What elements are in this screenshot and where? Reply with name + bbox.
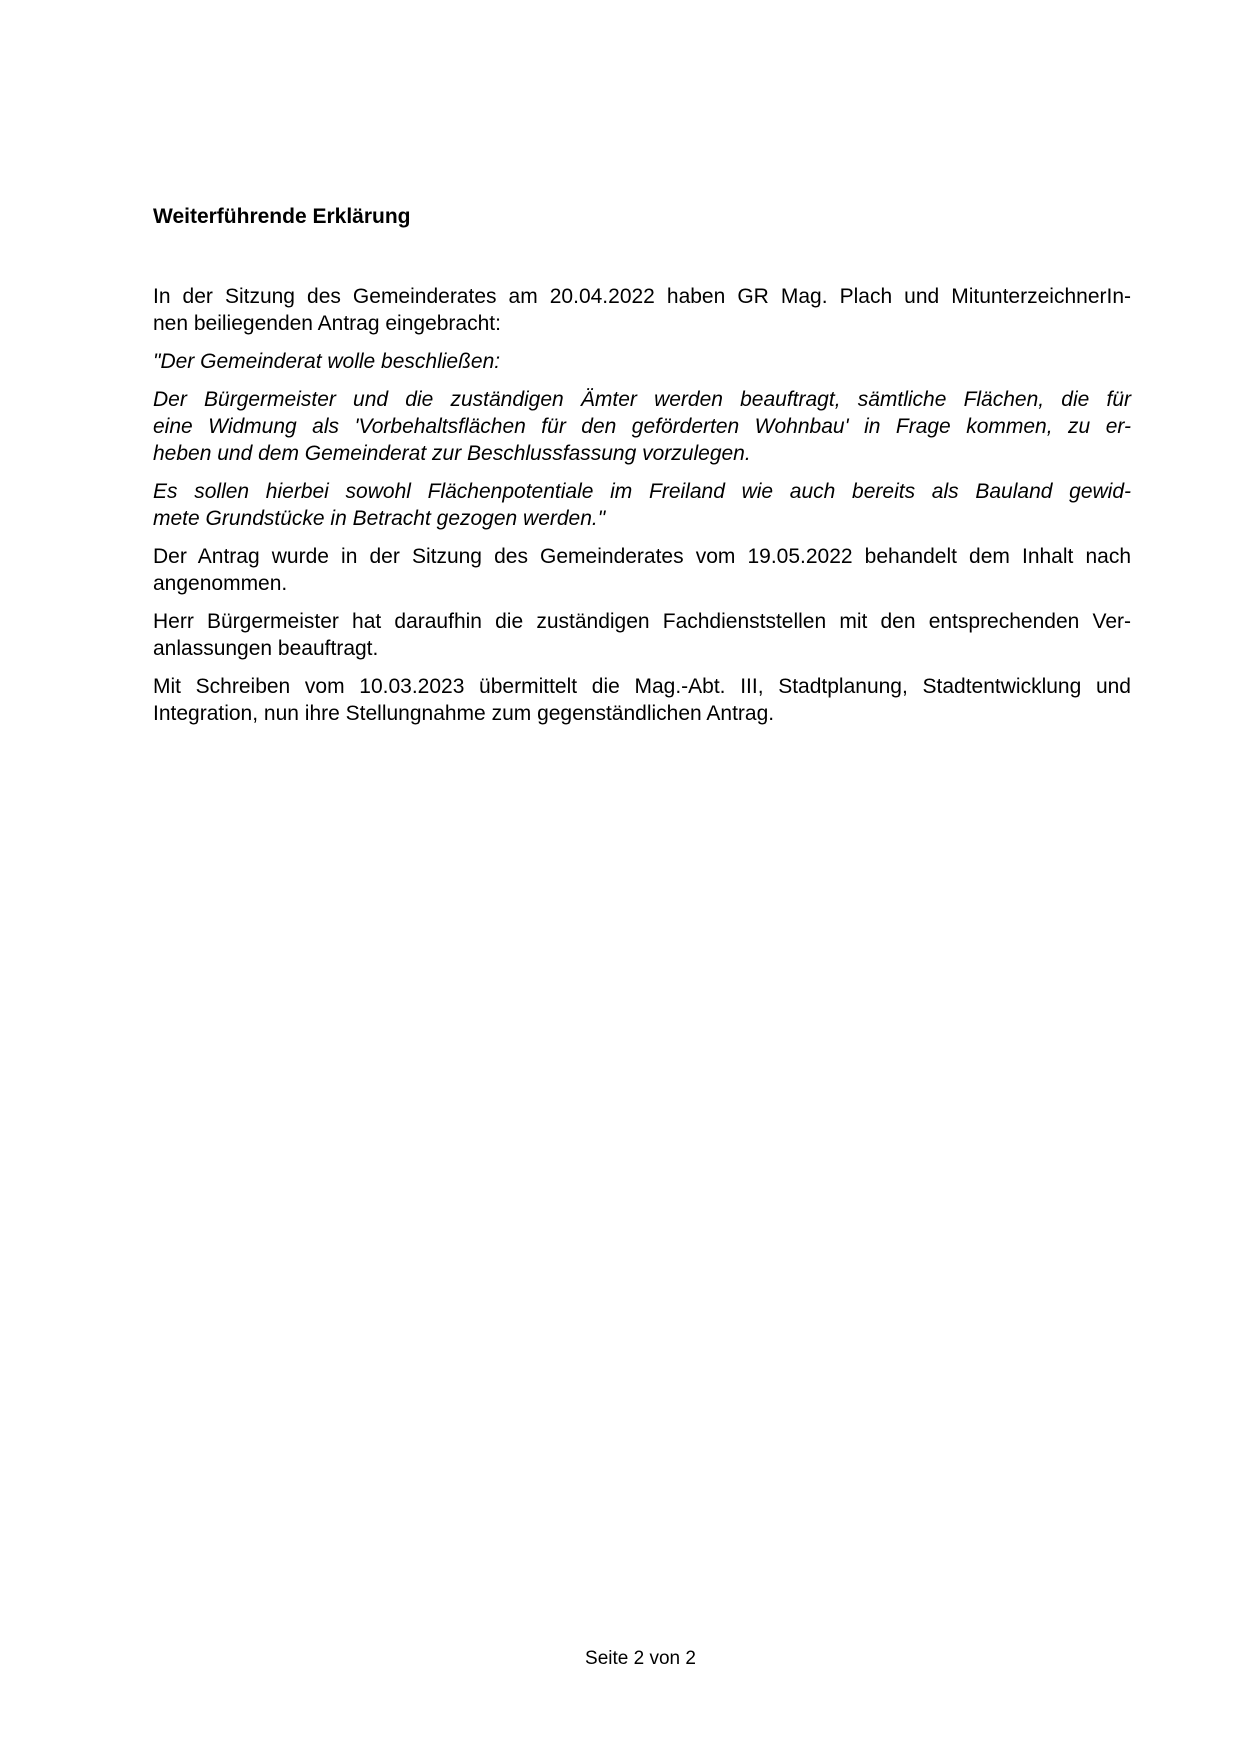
paragraph [153,673,1131,727]
text-line: Integration, nun ihre Stellungnahme zum gegenständlichen Antrag. [153,702,775,725]
text-line: Herr Bürgermeister hat daraufhin die zuständigen Fachdienststellen mit den entsprechenden Ver- [153,610,1131,633]
body-text [153,283,1131,738]
paragraph [153,608,1131,662]
paragraph [153,283,1131,337]
text-line: anlassungen beauftragt. [153,637,379,660]
quoted-paragraph [153,386,1131,467]
text-line: Der Antrag wurde in der Sitzung des Gemeinderates vom 19.05.2022 behandelt dem Inhalt nach [153,545,1131,568]
text-line: Der Bürgermeister und die zuständigen Ämter werden beauftragt, sämtliche Flächen, die für [153,388,1131,411]
paragraph [153,543,1131,597]
text-line: "Der Gemeinderat wolle beschließen: [153,350,501,373]
text-line: heben und dem Gemeinderat zur Beschlussfassung vorzulegen. [153,442,751,465]
text-line: In der Sitzung des Gemeinderates am 20.04.2022 haben GR Mag. Plach und MitunterzeichnerIn- [153,285,1131,308]
quoted-paragraph [153,478,1131,532]
text-line: Mit Schreiben vom 10.03.2023 übermittelt die Mag.-Abt. III, Stadtplanung, Stadtentwicklung und [153,675,1131,698]
text-line: mete Grundstücke in Betracht gezogen werden." [153,507,606,530]
text-line: angenommen. [153,572,288,595]
text-line: eine Widmung als 'Vorbehaltsflächen für den geförderten Wohnbau' in Frage kommen, zu er- [153,415,1131,438]
quoted-paragraph [153,348,1131,375]
text-line: nen beiliegenden Antrag eingebracht: [153,312,501,335]
text-line: Es sollen hierbei sowohl Flächenpotentiale im Freiland wie auch bereits als Bauland gewid- [153,480,1131,503]
page-footer: Seite 2 von 2 [585,1648,696,1669]
section-heading: Weiterführende Erklärung [153,205,411,228]
